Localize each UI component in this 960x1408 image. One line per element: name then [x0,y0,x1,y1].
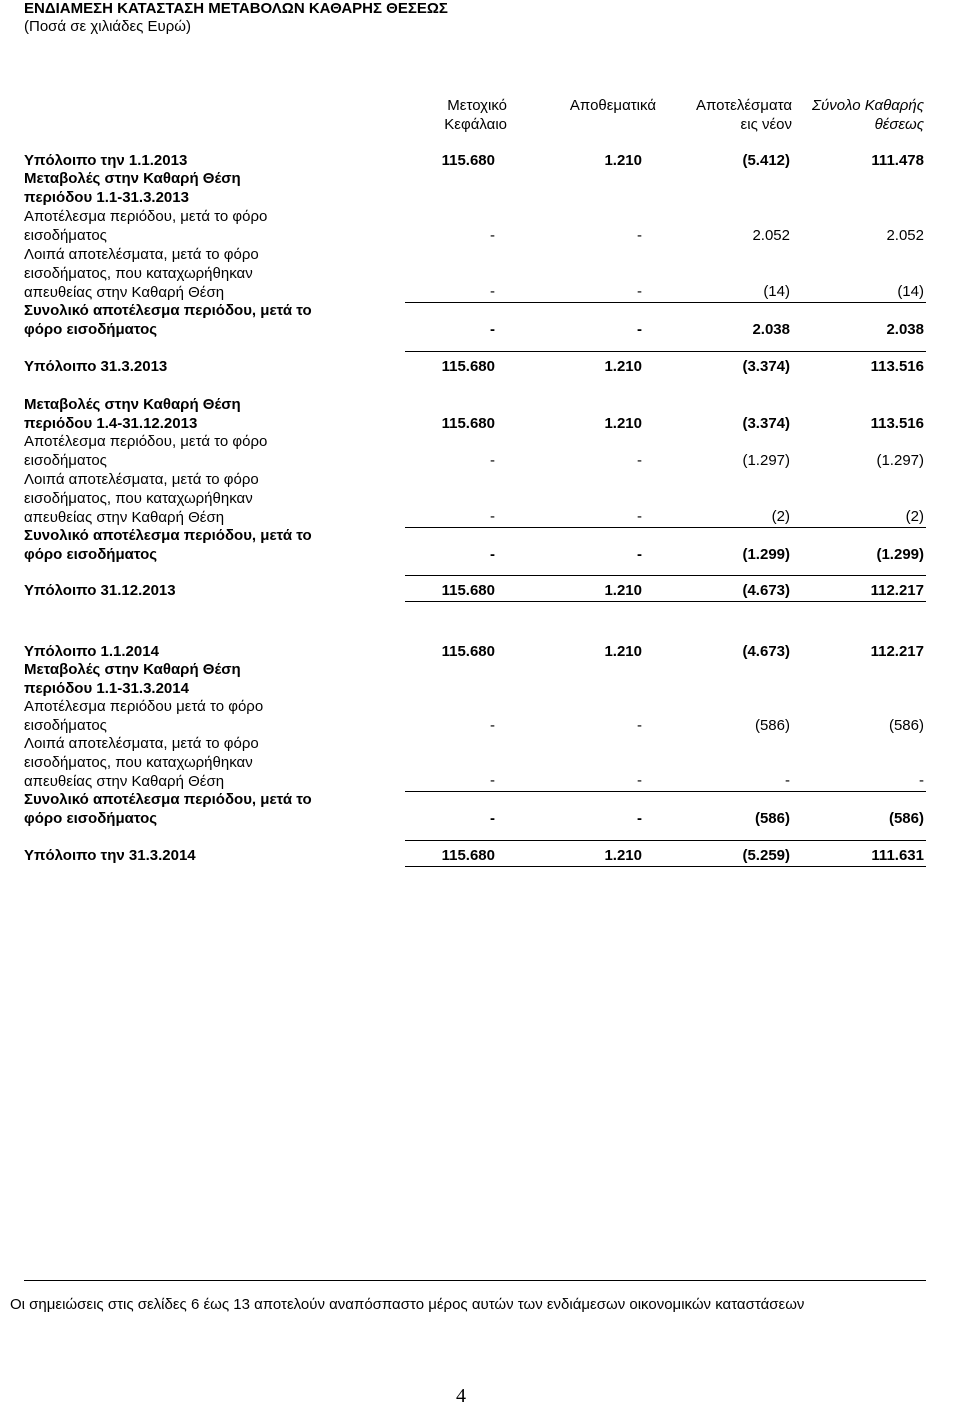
cell-retained-earnings: (5.412) [742,152,790,169]
row-label: Υπόλοιπο την 31.3.2014 [24,847,196,864]
column-header-line: εις νέον [740,116,792,133]
cell-total-equity: (1.297) [876,452,924,469]
cell-share-capital: 115.680 [441,415,495,432]
cell-retained-earnings: (14) [763,283,790,300]
row-label: Μεταβολές στην Καθαρή Θέση περιόδου 1.1-31.3.2013 [24,170,241,206]
row-label: Υπόλοιπο 31.12.2013 [24,582,176,599]
cell-retained-earnings: (4.673) [742,582,790,599]
row-label: Συνολικό αποτέλεσμα περιόδου, μετά το φόρο εισοδήματος [24,791,312,827]
column-header-line: Αποτελέσματα [695,97,792,114]
row-label: Συνολικό αποτέλεσμα περιόδου, μετά το φόρο εισοδήματος [24,527,312,563]
cell-total-equity: (586) [888,810,924,827]
row-label: Αποτέλεσμα περιόδου, μετά το φόρο εισοδήματος [24,208,268,244]
cell-total-equity: (586) [888,717,924,734]
cell-retained-earnings: (586) [754,810,790,827]
row-label: Μεταβολές στην Καθαρή Θέση περιόδου 1.4-31.12.2013 [24,396,241,432]
column-header-total-equity [812,96,924,134]
cell-reserves: - [637,717,642,734]
cell-reserves: - [637,508,642,525]
cell-share-capital: - [490,227,495,244]
row-label: Μεταβολές στην Καθαρή Θέση περιόδου 1.1-31.3.2014 [24,661,241,697]
column-header-reserves [570,96,656,115]
cell-share-capital: 115.680 [441,643,495,660]
cell-retained-earnings: (586) [754,717,790,734]
cell-share-capital: - [490,452,495,469]
cell-reserves: 1.210 [604,358,642,375]
cell-share-capital: - [490,283,495,300]
column-header-line: θέσεως [874,116,924,133]
cell-retained-earnings: (1.299) [742,546,790,563]
row-label: Αποτέλεσμα περιόδου μετά το φόρο εισοδήματος [24,698,264,734]
cell-total-equity: (14) [897,283,924,300]
cell-share-capital: 115.680 [441,847,495,864]
row-label: Υπόλοιπο 1.1.2014 [24,643,159,660]
row-label: Υπόλοιπο την 1.1.2013 [24,152,188,169]
cell-retained-earnings: (1.297) [742,452,790,469]
total-rule [405,840,926,841]
row-label: Λοιπά αποτελέσματα, μετά το φόρο εισοδήματος, που καταχωρήθηκαν απευθείας στην Καθαρή Θέση [24,471,259,526]
cell-reserves: - [637,546,642,563]
cell-reserves: - [637,772,642,789]
cell-reserves: - [637,227,642,244]
cell-total-equity: (1.299) [876,546,924,563]
cell-retained-earnings: (2) [771,508,790,525]
cell-retained-earnings: (5.259) [742,847,790,864]
cell-reserves: 1.210 [604,643,642,660]
cell-total-equity: 2.052 [886,227,924,244]
cell-share-capital: - [490,772,495,789]
double-rule-top [405,601,926,602]
statement-title: ΕΝΔΙΑΜΕΣΗ ΚΑΤΑΣΤΑΣΗ ΜΕΤΑΒΟΛΩΝ ΚΑΘΑΡΗΣ ΘΕΣΕΩΣ [24,0,448,17]
cell-share-capital: 115.680 [441,582,495,599]
cell-total-equity: 2.038 [886,321,924,338]
row-label: Αποτέλεσμα περιόδου, μετά το φόρο εισοδήματος [24,433,268,469]
cell-retained-earnings: (4.673) [742,643,790,660]
cell-total-equity: 111.631 [871,847,924,864]
row-label: Υπόλοιπο 31.3.2013 [24,358,168,375]
cell-share-capital: - [490,810,495,827]
row-label: Λοιπά αποτελέσματα, μετά το φόρο εισοδήματος, που καταχωρήθηκαν απευθείας στην Καθαρή Θέση [24,246,259,301]
cell-retained-earnings: (3.374) [742,415,790,432]
column-header-line: Κεφάλαιο [444,116,507,133]
row-label: Λοιπά αποτελέσματα, μετά το φόρο εισοδήματος, που καταχωρήθηκαν απευθείας στην Καθαρή Θέση [24,735,259,790]
row-label: Συνολικό αποτέλεσμα περιόδου, μετά το φόρο εισοδήματος [24,302,312,338]
cell-reserves: 1.210 [604,847,642,864]
cell-total-equity: - [919,772,924,789]
cell-share-capital: - [490,717,495,734]
cell-retained-earnings: 2.052 [752,227,790,244]
cell-reserves: 1.210 [604,152,642,169]
cell-total-equity: 112.217 [870,643,924,660]
column-header-line: Μετοχικό [447,97,507,114]
subtotal-rule [405,791,926,792]
cell-total-equity: 112.217 [870,582,924,599]
statement-subtitle: (Ποσά σε χιλιάδες Ευρώ) [24,18,191,35]
column-header-line: Αποθεματικά [569,97,656,114]
cell-retained-earnings: - [785,772,790,789]
page-number: 4 [456,1385,466,1407]
cell-reserves: 1.210 [604,582,642,599]
total-rule [405,575,926,576]
cell-share-capital: 115.680 [441,358,495,375]
cell-reserves: 1.210 [604,415,642,432]
cell-share-capital: - [490,321,495,338]
column-header-line: Σύνολο Καθαρής [811,97,924,114]
subtotal-rule [405,302,926,303]
cell-total-equity: 113.516 [870,415,924,432]
cell-reserves: - [637,283,642,300]
subtotal-rule [405,527,926,528]
cell-share-capital: 115.680 [441,152,495,169]
cell-total-equity: 113.516 [870,358,924,375]
closing-rule [405,866,926,867]
cell-share-capital: - [490,546,495,563]
cell-reserves: - [637,452,642,469]
cell-reserves: - [637,321,642,338]
footer-divider [24,1280,926,1281]
cell-retained-earnings: (3.374) [742,358,790,375]
cell-share-capital: - [490,508,495,525]
cell-total-equity: 111.478 [871,152,924,169]
column-header-share-capital [444,96,507,134]
column-header-retained-earnings [696,96,792,134]
cell-reserves: - [637,810,642,827]
cell-retained-earnings: 2.038 [752,321,790,338]
total-rule [405,351,926,352]
footer-note: Οι σημειώσεις στις σελίδες 6 έως 13 αποτελούν αναπόσπαστο μέρος αυτών των ενδιάμεσων οικονομικών καταστάσεων [10,1296,805,1313]
cell-total-equity: (2) [905,508,924,525]
